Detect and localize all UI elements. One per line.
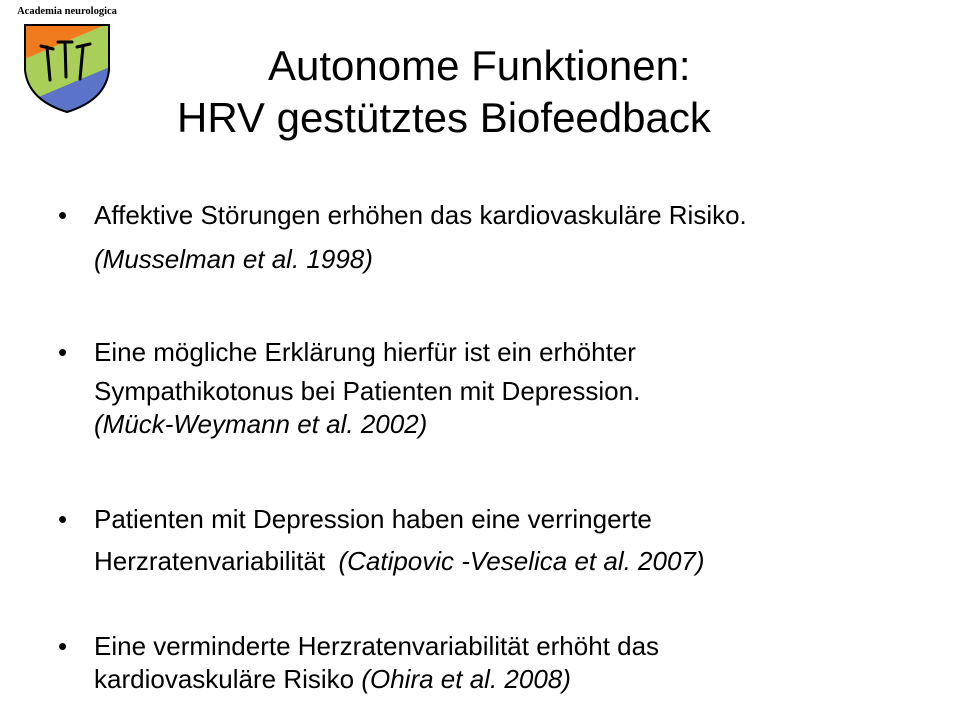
bullet-line: Affektive Störungen erhöhen das kardiovaskuläre Risiko. <box>94 200 747 230</box>
bullet-line: Eine verminderte Herzratenvariabilität erhöht das <box>94 631 660 661</box>
bullet-dot: • <box>58 504 68 534</box>
bullet-dot: • <box>58 631 68 661</box>
bullet-dot: • <box>58 337 68 367</box>
citation: (Mück-Weymann et al. 2002) <box>94 409 428 439</box>
citation: (Ohira et al. 2008) <box>361 664 571 694</box>
citation: (Musselman et al. 1998) <box>94 244 373 274</box>
bullet-text <box>94 630 659 696</box>
bullet-line: Eine mögliche Erklärung hierfür ist ein erhöhter <box>94 337 636 367</box>
bullet-text <box>94 199 747 276</box>
bullet-line-text: kardiovaskuläre Risiko <box>94 664 355 694</box>
slide-title <box>0 40 960 144</box>
title-line-2: HRV gestütztes Biofeedback <box>177 94 711 141</box>
bullet-line <box>94 545 705 578</box>
logo-caption: Academia neurologica <box>17 6 117 17</box>
bullet-text <box>94 503 705 578</box>
bullet-dot: • <box>58 200 68 230</box>
bullet-line: Patienten mit Depression haben eine verringerte <box>94 504 652 534</box>
bullet-line <box>94 663 659 696</box>
bullet-text <box>94 336 640 441</box>
title-line-1: Autonome Funktionen: <box>268 42 691 89</box>
bullet-line-text: Herzratenvariabilität <box>94 546 326 576</box>
bullet-line: Sympathikotonus bei Patienten mit Depression. <box>94 376 641 406</box>
citation: (Catipovic -Veselica et al. 2007) <box>338 546 705 576</box>
